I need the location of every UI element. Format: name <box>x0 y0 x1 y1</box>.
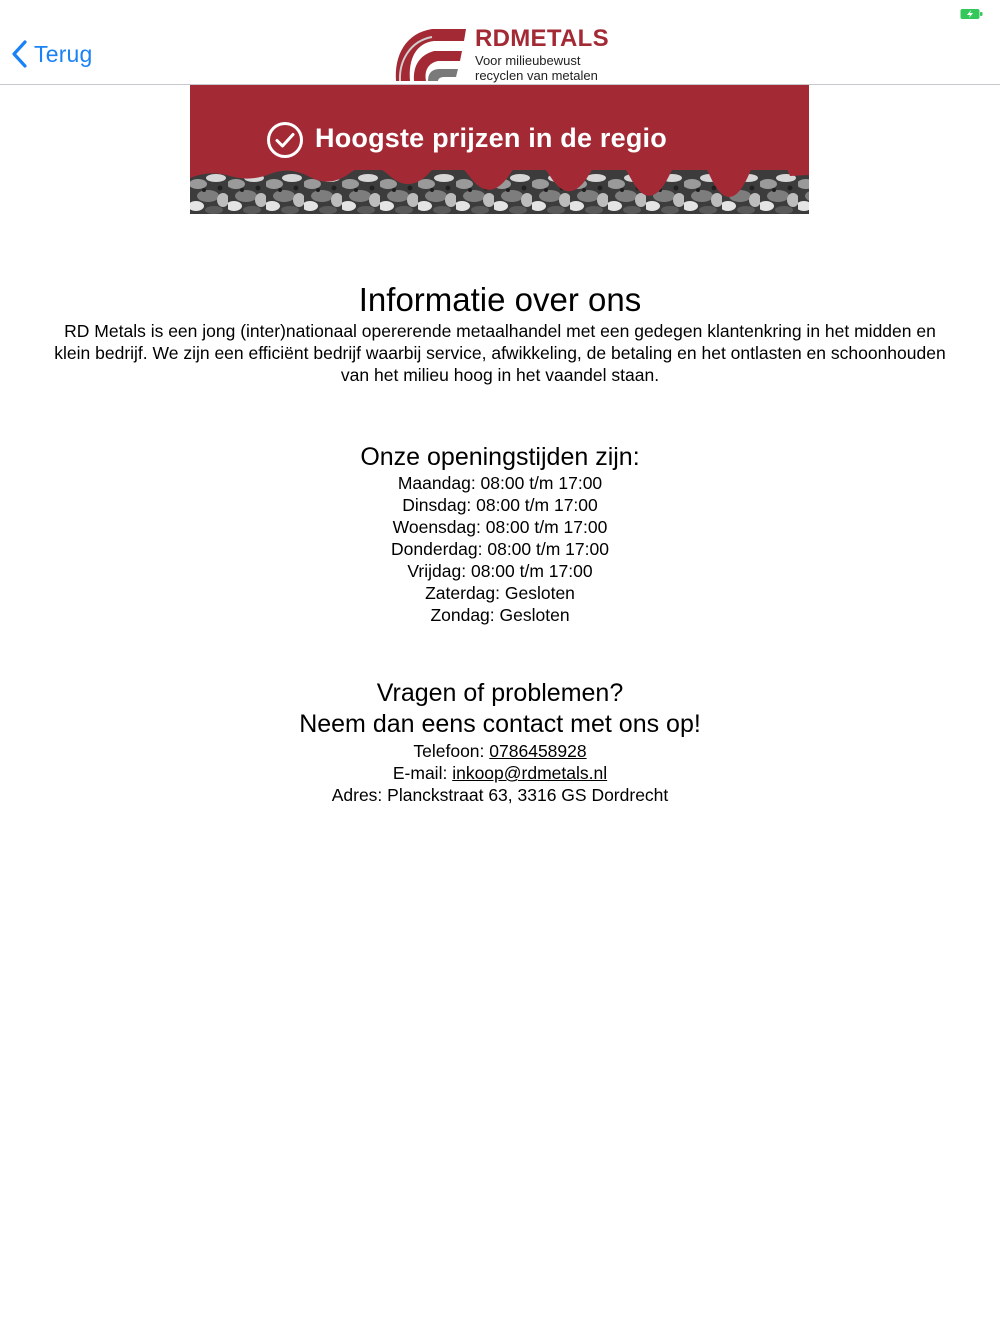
contact-title-line1: Vragen of problemen? <box>376 679 624 707</box>
phone-link[interactable]: 0786458928 <box>489 741 587 761</box>
about-title: Informatie over ons <box>358 281 642 318</box>
phone-label: Telefoon: <box>413 741 485 761</box>
rdmetals-logo-mark-icon <box>392 25 468 83</box>
contact-title-line2: Neem dan eens contact met ons op! <box>299 710 701 738</box>
hours-thursday: Donderdag: 08:00 t/m 17:00 <box>391 539 609 559</box>
logo-tagline-line2: recyclen van metalen <box>475 68 598 83</box>
opening-hours-list <box>0 472 1000 626</box>
banner-text: Hoogste prijzen in de regio <box>315 123 667 153</box>
battery-charging-icon <box>960 8 984 20</box>
scrap-metal-image <box>190 170 809 214</box>
opening-hours-title: Onze openingstijden zijn: <box>360 443 640 471</box>
back-button-label: Terug <box>34 40 93 67</box>
hours-friday: Vrijdag: 08:00 t/m 17:00 <box>407 561 593 581</box>
hours-saturday: Zaterdag: Gesloten <box>425 583 575 603</box>
hours-tuesday: Dinsdag: 08:00 t/m 17:00 <box>402 495 598 515</box>
logo-name: RDMETALS <box>475 25 609 52</box>
check-circle-icon <box>266 121 304 159</box>
main-content <box>0 280 1000 806</box>
about-paragraph <box>12 320 988 386</box>
email-line <box>0 762 1000 784</box>
phone-line <box>0 740 1000 762</box>
about-paragraph-line2: klein bedrijf. We zijn een efficiënt bedrijf waarbij service, afwikkeling, de betaling en het ontlasten en schoonhouden <box>54 343 946 363</box>
address-line: Adres: Planckstraat 63, 3316 GS Dordrecht <box>331 785 669 805</box>
about-paragraph-line1: RD Metals is een jong (inter)nationaal opererende metaalhandel met een gedegen klantenkring in het midden en <box>64 321 936 341</box>
email-link[interactable]: inkoop@rdmetals.nl <box>452 763 608 783</box>
logo-tagline-line1: Voor milieubewust <box>475 53 581 68</box>
status-bar <box>0 0 1000 20</box>
chevron-left-icon <box>10 39 28 69</box>
promo-banner <box>190 85 809 214</box>
logo-tagline <box>475 53 598 83</box>
hours-monday: Maandag: 08:00 t/m 17:00 <box>397 473 603 493</box>
email-label: E-mail: <box>392 763 448 783</box>
back-button[interactable] <box>10 38 93 70</box>
rdmetals-logo <box>392 25 612 85</box>
hours-wednesday: Woensdag: 08:00 t/m 17:00 <box>392 517 608 537</box>
about-paragraph-line3: van het milieu hoog in het vaandel staan. <box>340 365 660 385</box>
hours-sunday: Zondag: Gesloten <box>430 605 570 625</box>
navigation-bar <box>0 20 1000 85</box>
contact-title <box>0 678 1000 740</box>
